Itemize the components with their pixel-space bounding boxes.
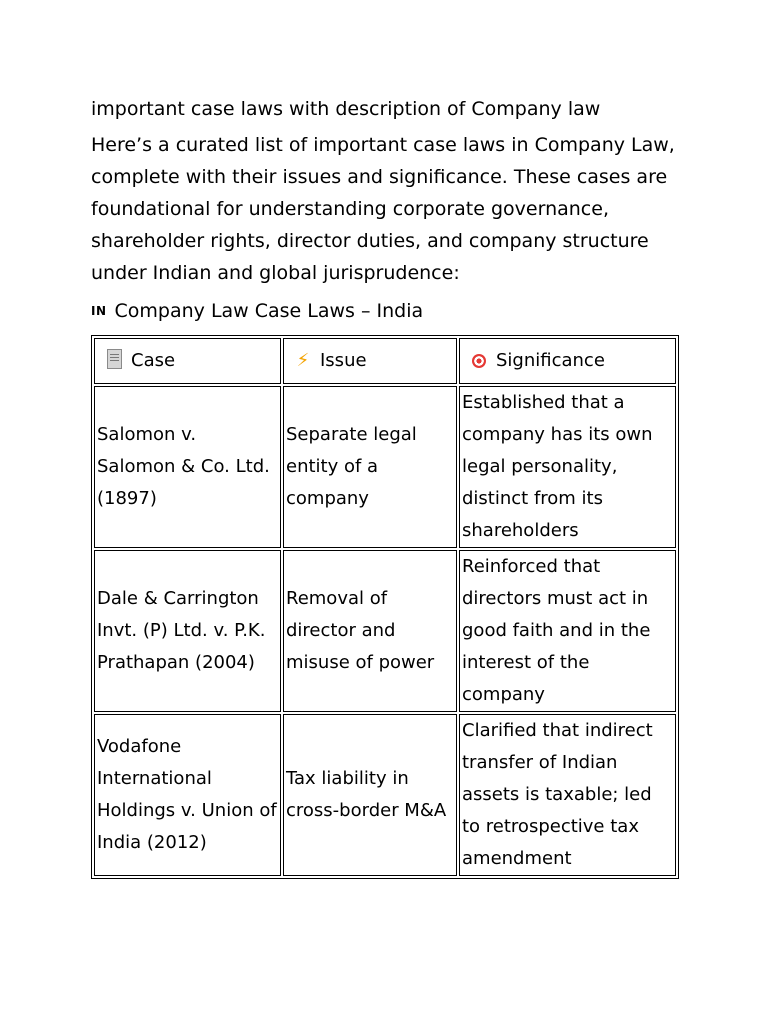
case-law-table [91,335,679,879]
target-icon [468,345,490,377]
table-row [94,386,676,548]
header-case-label: Case [131,350,176,371]
header-case [94,338,281,384]
cell-case: Salomon v. Salomon & Co. Ltd. (1897) [94,386,281,548]
cell-significance: Established that a company has its own legal personality, distinct from its shareholders [459,386,676,548]
cell-issue: Separate legal entity of a company [283,386,457,548]
cell-issue: Removal of director and misuse of power [283,550,457,712]
cell-case: Vodafone International Holdings v. Union of India (2012) [94,714,281,876]
intro-paragraph: Here’s a curated list of important case laws in Company Law, complete with their issues and significance. These cases are foundational for understanding corporate governance, shareholder rights, director duties, and company structure under Indian and global jurisprudence: [91,134,675,284]
cell-issue: Tax liability in cross-border M&A [283,714,457,876]
document-body [91,93,691,879]
table-row [94,550,676,712]
table-header-row [94,338,676,384]
cell-case: Dale & Carrington Invt. (P) Ltd. v. P.K. Prathapan (2004) [94,550,281,712]
header-significance-label: Significance [496,350,605,371]
document-heading: important case laws with description of Company law [91,98,601,120]
header-significance [459,338,676,384]
cell-significance: Reinforced that directors must act in good faith and in the interest of the company [459,550,676,712]
cell-significance: Clarified that indirect transfer of Indian assets is taxable; led to retrospective tax amendment [459,714,676,876]
india-flag-icon: IN [91,304,107,318]
header-issue [283,338,457,384]
header-issue-label: Issue [320,350,367,371]
table-row [94,714,676,876]
page-icon [103,345,125,377]
section-heading [91,295,691,327]
lightning-icon: ⚡ [296,350,310,371]
section-title: Company Law Case Laws – India [114,300,424,322]
